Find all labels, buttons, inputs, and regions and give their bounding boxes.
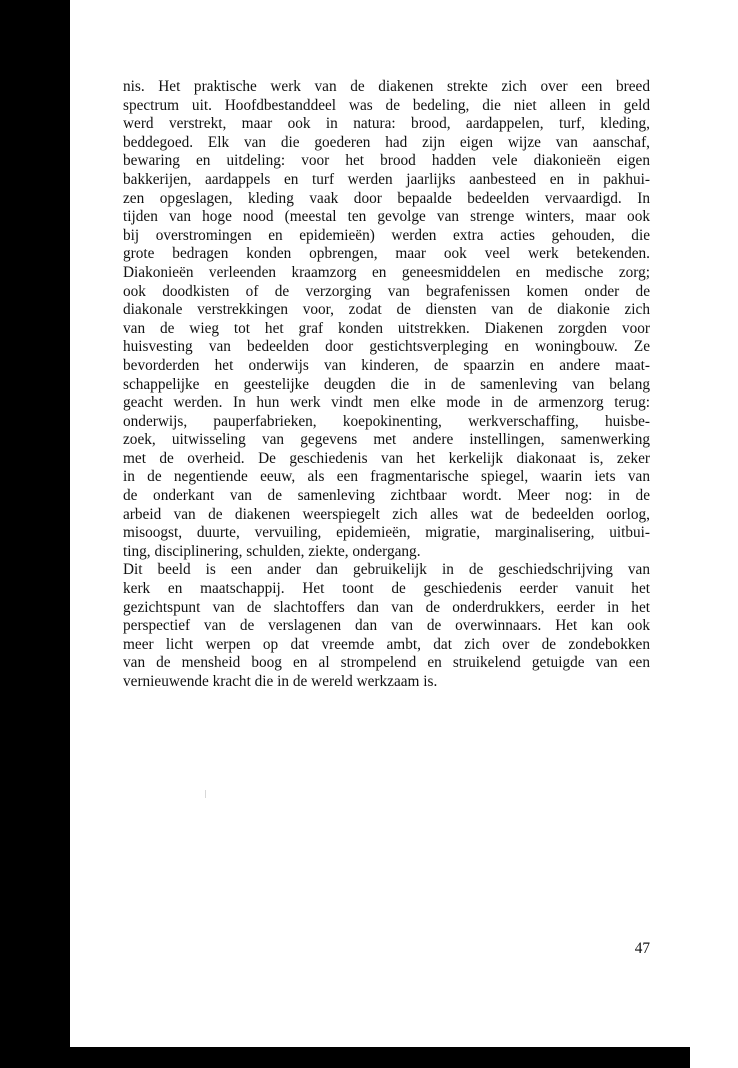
body-text	[123, 78, 650, 692]
text-line: perspectief van de verslagenen dan van de overwinnaars. Het kan ook	[123, 617, 650, 635]
paragraph-1	[123, 78, 650, 561]
text-line: kerk en maatschappij. Het toont de geschiedenis eerder vanuit het	[123, 580, 650, 598]
text-line: tijden van hoge nood (meestal ten gevolge van strenge winters, maar ook	[123, 208, 650, 226]
text-line: bewaring en uitdeling: voor het brood hadden vele diakonieën eigen	[123, 152, 650, 170]
text-line: bakkerijen, aardappels en turf werden jaarlijks aanbesteed en in pakhui-	[123, 170, 650, 188]
text-line: zen opgeslagen, kleding vaak door bepaalde bedeelden vervaardigd. In	[123, 189, 650, 207]
text-line: ting, disciplinering, schulden, ziekte, ondergang.	[123, 542, 421, 560]
text-line: van de wieg tot het graf konden uitstrekken. Diakenen zorgden voor	[123, 319, 650, 337]
text-line: vernieuwende kracht die in de wereld werkzaam is.	[123, 673, 438, 690]
text-line: Dit beeld is een ander dan gebruikelijk in de geschiedschrijving van	[123, 561, 650, 579]
text-line: meer licht werpen op dat vreemde ambt, dat zich over de zondebokken	[123, 635, 650, 653]
text-line: geacht werden. In hun werk vindt men elke mode in de armenzorg terug:	[123, 394, 650, 412]
text-line: diakonale verstrekkingen voor, zodat de diensten van de diakonie zich	[123, 301, 650, 319]
text-line: onderwijs, pauperfabrieken, koepokinenting, werkverschaffing, huisbe-	[123, 412, 650, 430]
text-line: ook doodkisten of de verzorging van begrafenissen komen onder de	[123, 282, 650, 300]
text-line: zoek, uitwisseling van gegevens met andere instellingen, samenwerking	[123, 431, 650, 449]
text-line: schappelijke en geestelijke deugden die in de samenleving van belang	[123, 375, 650, 393]
text-line: van de mensheid boog en al strompelend en struikelend getuigde van een	[123, 654, 650, 672]
text-line: nis. Het praktische werk van de diakenen strekte zich over een breed	[123, 78, 650, 95]
text-line: misoogst, duurte, vervuiling, epidemieën, migratie, marginalisering, uitbui-	[123, 524, 650, 542]
document-page	[70, 0, 738, 1047]
scan-border-bottom	[0, 1047, 690, 1068]
text-line: in de negentiende eeuw, als een fragmentarische spiegel, waarin iets van	[123, 468, 650, 486]
text-line: bevorderden het onderwijs van kinderen, de spaarzin en andere maat-	[123, 356, 650, 374]
scan-border-left	[0, 0, 70, 1068]
text-line: bij overstromingen en epidemieën) werden extra acties gehouden, die	[123, 226, 650, 244]
text-line: huisvesting van bedeelden door gestichtsverpleging en woningbouw. Ze	[123, 338, 650, 356]
text-line: gezichtspunt van de slachtoffers dan van de onderdrukkers, eerder in het	[123, 598, 650, 616]
text-line: grote bedragen konden opbrengen, maar ook veel werk betekenden.	[123, 245, 650, 263]
text-line: de onderkant van de samenleving zichtbaar wordt. Meer nog: in de	[123, 487, 650, 505]
text-line: spectrum uit. Hoofdbestanddeel was de bedeling, die niet alleen in geld	[123, 96, 650, 114]
text-line: Diakonieën verleenden kraamzorg en geneesmiddelen en medische zorg;	[123, 263, 650, 281]
text-line: met de overheid. De geschiedenis van het kerkelijk diakonaat is, zeker	[123, 449, 650, 467]
paragraph-2	[123, 561, 650, 691]
page-number: 47	[634, 940, 650, 957]
text-line: beddegoed. Elk van die goederen had zijn eigen wijze van aanschaf,	[123, 133, 650, 151]
text-line: arbeid van de diakenen weerspiegelt zich alles wat de bedeelden oorlog,	[123, 505, 650, 523]
text-line: werd verstrekt, maar ook in natura: brood, aardappelen, turf, kleding,	[123, 115, 650, 133]
scan-speck	[205, 790, 206, 798]
